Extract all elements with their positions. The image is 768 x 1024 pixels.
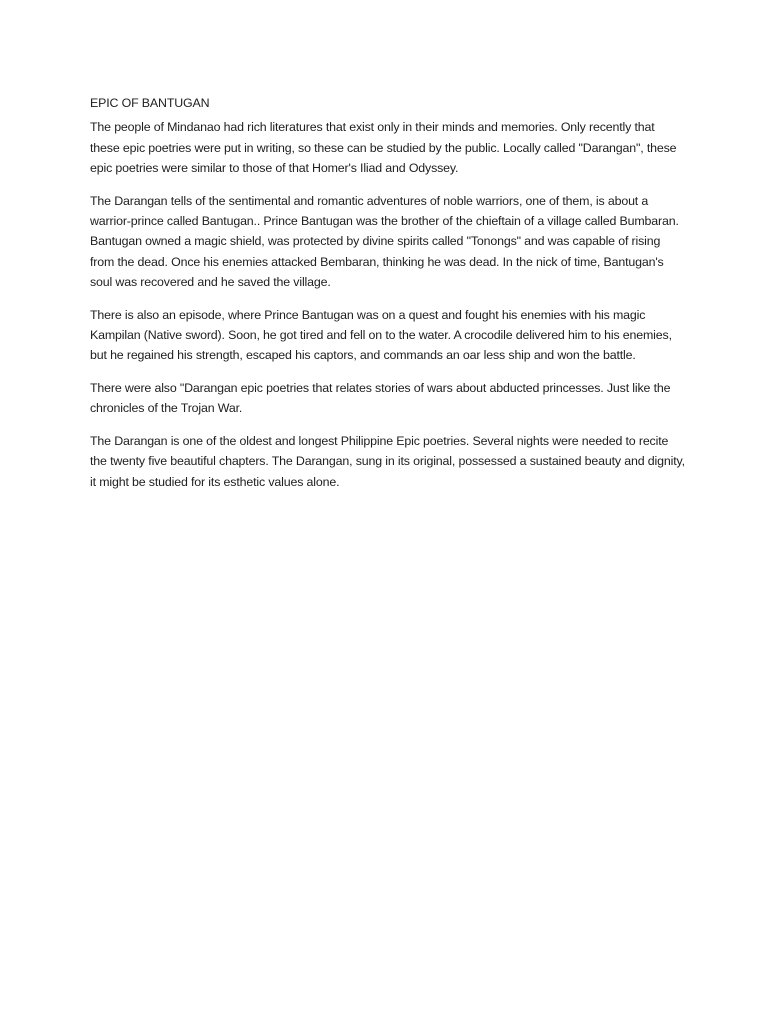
paragraph-3: There is also an episode, where Prince Bantugan was on a quest and fought his enemies with his magic Kampilan (Native sword). Soon, he got tired and fell on to the water. A crocodile delivered him to his enemies, but he regained his strength, escaped his captors, and commands an oar less ship and won the battle.	[90, 307, 672, 363]
document-title: EPIC OF BANTUGAN	[90, 96, 210, 110]
paragraph-5: The Darangan is one of the oldest and longest Philippine Epic poetries. Several nights were needed to recite the twenty five beautiful chapters. The Darangan, sung in its original, possessed a sustained beauty and dignity, it might be studied for its esthetic values alone.	[90, 433, 685, 489]
paragraph-1: The people of Mindanao had rich literatures that exist only in their minds and memories. Only recently that these epic poetries were put in writing, so these can be studied by the public. Locally called "Darangan", these epic poetries were similar to those of that Homer's Iliad and Odyssey.	[90, 120, 677, 176]
paragraph-2: The Darangan tells of the sentimental and romantic adventures of noble warriors, one of them, is about a warrior-prince called Bantugan.. Prince Bantugan was the brother of the chieftain of a village called Bumbaran. Bantugan owned a magic shield, was protected by divine spirits called "Tonongs" and was capable of rising from the dead. Once his enemies attacked Bembaran, thinking he was dead. In the nick of time, Bantugan's soul was recovered and he saved the village.	[90, 193, 679, 290]
document-body	[90, 93, 685, 504]
paragraph-4: There were also "Darangan epic poetries that relates stories of wars about abducted princesses. Just like the chronicles of the Trojan War.	[90, 380, 671, 416]
